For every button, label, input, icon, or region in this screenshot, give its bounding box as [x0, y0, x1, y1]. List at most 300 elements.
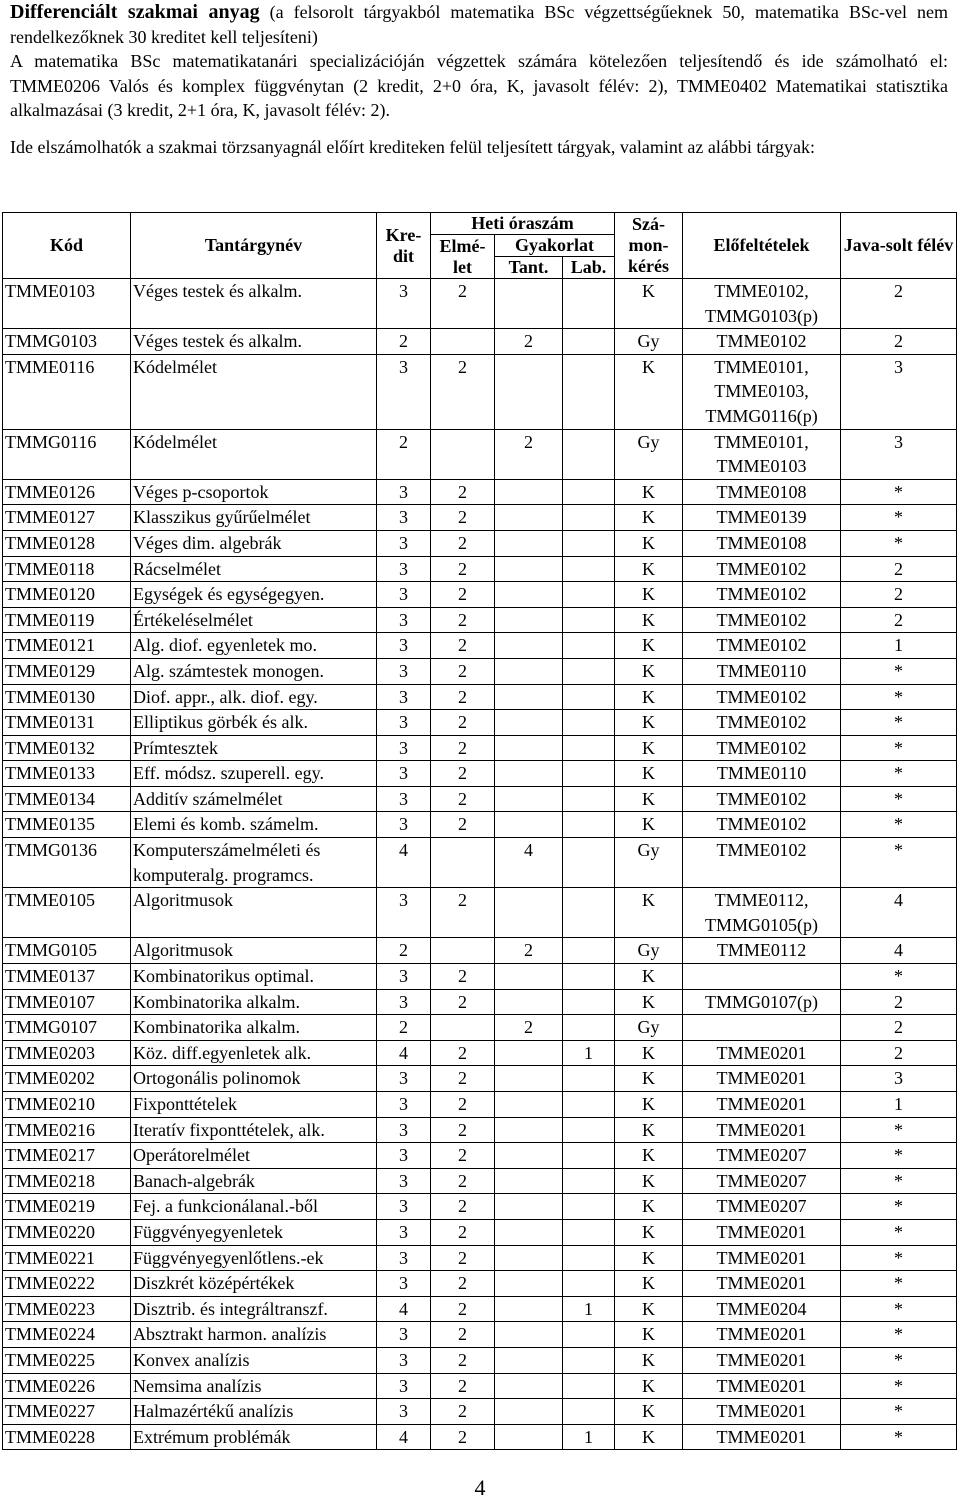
header-kod: Kód [3, 213, 131, 279]
cell-elofeltetelek [683, 964, 841, 990]
cell-lab [563, 1117, 615, 1143]
cell-tantargynev: Klasszikus gyűrűelmélet [131, 505, 377, 531]
cell-szamonkeres: K [615, 812, 683, 838]
header-tantargynev: Tantárgynév [131, 213, 377, 279]
cell-elofeltetelek: TMME0102 [683, 607, 841, 633]
cell-szamonkeres: K [615, 556, 683, 582]
cell-lab [563, 582, 615, 608]
cell-javasolt-felev: * [841, 479, 957, 505]
cell-tant [495, 556, 563, 582]
cell-javasolt-felev: * [841, 735, 957, 761]
cell-tantargynev: Véges testek és alkalm. [131, 329, 377, 355]
table-row [3, 1066, 957, 1092]
table-row [3, 1219, 957, 1245]
cell-javasolt-felev: 1 [841, 1092, 957, 1118]
cell-szamonkeres: K [615, 607, 683, 633]
cell-kredit: 4 [377, 1424, 431, 1450]
cell-szamonkeres: Gy [615, 429, 683, 479]
cell-tant [495, 684, 563, 710]
cell-javasolt-felev: * [841, 1245, 957, 1271]
cell-lab [563, 1219, 615, 1245]
cell-kod: TMMG0105 [3, 938, 131, 964]
cell-lab: 1 [563, 1296, 615, 1322]
table-row [3, 279, 957, 329]
cell-elmelet: 2 [431, 1168, 495, 1194]
cell-javasolt-felev: 2 [841, 607, 957, 633]
intro-paragraph-1: A matematika BSc matematikatanári specializációján végzettek számára kötelezően teljesítendő és ide számolható el: TMME0206 Valós és komplex függvénytan (2 kredit, 2+0 óra, K, javasolt félév: 2), TMME0402 Matematikai statisztika alkalmazásai (3 kredit, 2+1 óra, K, javasolt félév: 2). [10, 51, 948, 121]
cell-lab [563, 1168, 615, 1194]
cell-elofeltetelek [683, 1015, 841, 1041]
cell-tant [495, 786, 563, 812]
cell-kredit: 3 [377, 1194, 431, 1220]
cell-kredit: 4 [377, 838, 431, 888]
cell-lab [563, 429, 615, 479]
cell-elmelet: 2 [431, 279, 495, 329]
cell-kredit: 3 [377, 812, 431, 838]
table-row [3, 1399, 957, 1425]
cell-elmelet: 2 [431, 710, 495, 736]
cell-kod: TMME0107 [3, 989, 131, 1015]
cell-szamonkeres: K [615, 1117, 683, 1143]
cell-elmelet: 2 [431, 1194, 495, 1220]
cell-szamonkeres: K [615, 1373, 683, 1399]
cell-javasolt-felev: * [841, 838, 957, 888]
cell-szamonkeres: Gy [615, 329, 683, 355]
intro-paragraph-2: Ide elszámolhatók a szakmai törzsanyagnál előírt krediteken felül teljesített tárgyak, valamint az alábbi tárgyak: [10, 136, 816, 157]
table-row [3, 888, 957, 938]
cell-javasolt-felev: 2 [841, 1040, 957, 1066]
table-row [3, 354, 957, 429]
cell-szamonkeres: K [615, 1168, 683, 1194]
cell-tant [495, 888, 563, 938]
cell-kredit: 3 [377, 1399, 431, 1425]
cell-tant [495, 1271, 563, 1297]
cell-elmelet [431, 1015, 495, 1041]
cell-kredit: 3 [377, 1219, 431, 1245]
cell-kredit: 3 [377, 710, 431, 736]
cell-szamonkeres: K [615, 1143, 683, 1169]
cell-szamonkeres: K [615, 279, 683, 329]
cell-elmelet [431, 329, 495, 355]
cell-javasolt-felev: * [841, 1296, 957, 1322]
cell-kod: TMME0216 [3, 1117, 131, 1143]
cell-elofeltetelek: TMME0207 [683, 1168, 841, 1194]
cell-javasolt-felev: * [841, 786, 957, 812]
table-row [3, 633, 957, 659]
cell-lab [563, 964, 615, 990]
table-row [3, 1373, 957, 1399]
table-row [3, 964, 957, 990]
cell-tant [495, 658, 563, 684]
cell-javasolt-felev: 2 [841, 989, 957, 1015]
cell-szamonkeres: K [615, 684, 683, 710]
cell-tantargynev: Diof. appr., alk. diof. egy. [131, 684, 377, 710]
cell-kod: TMME0135 [3, 812, 131, 838]
cell-kredit: 2 [377, 1015, 431, 1041]
cell-tantargynev: Halmazértékű analízis [131, 1399, 377, 1425]
cell-kredit: 3 [377, 1373, 431, 1399]
cell-tantargynev: Konvex analízis [131, 1347, 377, 1373]
cell-kredit: 3 [377, 1066, 431, 1092]
cell-elmelet: 2 [431, 1245, 495, 1271]
cell-tant: 2 [495, 329, 563, 355]
cell-elmelet: 2 [431, 735, 495, 761]
cell-javasolt-felev: * [841, 1399, 957, 1425]
cell-tant [495, 1347, 563, 1373]
cell-kredit: 3 [377, 888, 431, 938]
table-row [3, 1143, 957, 1169]
cell-szamonkeres: K [615, 710, 683, 736]
cell-elofeltetelek: TMME0108 [683, 530, 841, 556]
cell-kod: TMME0219 [3, 1194, 131, 1220]
cell-elofeltetelek: TMME0112 [683, 938, 841, 964]
table-row [3, 582, 957, 608]
cell-elmelet: 2 [431, 761, 495, 787]
table-row [3, 1322, 957, 1348]
cell-tantargynev: Kombinatorikus optimal. [131, 964, 377, 990]
cell-kredit: 3 [377, 1322, 431, 1348]
cell-tantargynev: Függvényegyenlőtlens.-ek [131, 1245, 377, 1271]
cell-kod: TMMG0136 [3, 838, 131, 888]
header-elmelet: Elmé-let [431, 235, 495, 279]
cell-elmelet: 2 [431, 684, 495, 710]
cell-kod: TMME0103 [3, 279, 131, 329]
cell-kod: TMME0116 [3, 354, 131, 429]
cell-elofeltetelek: TMME0110 [683, 761, 841, 787]
cell-kredit: 3 [377, 1245, 431, 1271]
cell-tantargynev: Eff. módsz. szuperell. egy. [131, 761, 377, 787]
cell-elmelet: 2 [431, 1373, 495, 1399]
cell-tant [495, 479, 563, 505]
cell-szamonkeres: K [615, 633, 683, 659]
cell-elofeltetelek: TMME0201 [683, 1092, 841, 1118]
cell-elmelet: 2 [431, 1066, 495, 1092]
header-szamonkeres: Szá-mon-kérés [615, 213, 683, 279]
cell-elmelet: 2 [431, 1219, 495, 1245]
cell-elmelet: 2 [431, 786, 495, 812]
cell-tantargynev: Ortogonális polinomok [131, 1066, 377, 1092]
cell-tant [495, 1424, 563, 1450]
cell-kredit: 3 [377, 1271, 431, 1297]
header-lab: Lab. [563, 257, 615, 279]
cell-tantargynev: Rácselmélet [131, 556, 377, 582]
cell-tantargynev: Operátorelmélet [131, 1143, 377, 1169]
cell-lab [563, 710, 615, 736]
cell-lab [563, 1322, 615, 1348]
cell-javasolt-felev: * [841, 530, 957, 556]
cell-lab [563, 989, 615, 1015]
cell-kod: TMME0223 [3, 1296, 131, 1322]
cell-javasolt-felev: * [841, 761, 957, 787]
cell-szamonkeres: K [615, 530, 683, 556]
cell-tant [495, 1399, 563, 1425]
table-row [3, 1424, 957, 1450]
cell-kredit: 3 [377, 354, 431, 429]
cell-tantargynev: Elemi és komb. számelm. [131, 812, 377, 838]
cell-lab [563, 812, 615, 838]
cell-elofeltetelek: TMME0102, TMMG0103(p) [683, 279, 841, 329]
cell-tant [495, 989, 563, 1015]
table-row [3, 812, 957, 838]
cell-elmelet: 2 [431, 1347, 495, 1373]
table-row [3, 735, 957, 761]
cell-kod: TMME0225 [3, 1347, 131, 1373]
cell-szamonkeres: K [615, 888, 683, 938]
cell-kredit: 3 [377, 279, 431, 329]
cell-elmelet: 2 [431, 989, 495, 1015]
cell-elmelet: 2 [431, 1117, 495, 1143]
cell-lab [563, 735, 615, 761]
cell-elofeltetelek: TMME0102 [683, 684, 841, 710]
cell-elmelet: 2 [431, 1424, 495, 1450]
cell-szamonkeres: K [615, 1219, 683, 1245]
cell-kredit: 3 [377, 964, 431, 990]
cell-tant [495, 582, 563, 608]
cell-kod: TMME0137 [3, 964, 131, 990]
table-row [3, 556, 957, 582]
cell-lab: 1 [563, 1424, 615, 1450]
cell-lab [563, 556, 615, 582]
cell-tantargynev: Függvényegyenletek [131, 1219, 377, 1245]
cell-javasolt-felev: * [841, 1194, 957, 1220]
cell-kod: TMME0134 [3, 786, 131, 812]
cell-elmelet: 2 [431, 658, 495, 684]
cell-tantargynev: Disztrib. és integráltranszf. [131, 1296, 377, 1322]
table-row [3, 684, 957, 710]
table-row [3, 530, 957, 556]
cell-szamonkeres: K [615, 1066, 683, 1092]
table-row [3, 479, 957, 505]
cell-elofeltetelek: TMME0201 [683, 1322, 841, 1348]
table-row [3, 1271, 957, 1297]
table-row [3, 1117, 957, 1143]
cell-kod: TMME0119 [3, 607, 131, 633]
cell-lab [563, 938, 615, 964]
cell-lab [563, 684, 615, 710]
cell-kod: TMME0130 [3, 684, 131, 710]
cell-kod: TMME0226 [3, 1373, 131, 1399]
cell-elofeltetelek: TMME0201 [683, 1373, 841, 1399]
table-row [3, 1168, 957, 1194]
cell-tant [495, 1194, 563, 1220]
cell-lab [563, 633, 615, 659]
cell-kredit: 3 [377, 1117, 431, 1143]
table-header [3, 213, 957, 279]
cell-kredit: 3 [377, 989, 431, 1015]
cell-tant [495, 1245, 563, 1271]
header-kredit: Kre-dit [377, 213, 431, 279]
cell-javasolt-felev: 2 [841, 329, 957, 355]
cell-tantargynev: Véges testek és alkalm. [131, 279, 377, 329]
cell-lab: 1 [563, 1040, 615, 1066]
cell-lab [563, 607, 615, 633]
cell-kredit: 3 [377, 786, 431, 812]
cell-tantargynev: Additív számelmélet [131, 786, 377, 812]
cell-kod: TMME0217 [3, 1143, 131, 1169]
cell-elofeltetelek: TMME0102 [683, 633, 841, 659]
cell-kredit: 3 [377, 633, 431, 659]
cell-elofeltetelek: TMME0201 [683, 1066, 841, 1092]
cell-javasolt-felev: 3 [841, 1066, 957, 1092]
cell-tantargynev: Diszkrét középértékek [131, 1271, 377, 1297]
section-title-note: (a felsorolt tárgyakból matematika BSc végzettségűeknek 50, matematika BSc-vel nem rendelkezőknek 30 kreditet kell teljesíteni) [10, 2, 948, 47]
header-javasolt-felev: Java-solt félév [841, 213, 957, 279]
cell-lab [563, 354, 615, 429]
cell-kod: TMME0127 [3, 505, 131, 531]
cell-elmelet: 2 [431, 505, 495, 531]
table-row [3, 989, 957, 1015]
cell-kod: TMME0218 [3, 1168, 131, 1194]
cell-javasolt-felev: 2 [841, 279, 957, 329]
table-row [3, 761, 957, 787]
cell-javasolt-felev: * [841, 1168, 957, 1194]
table-row [3, 429, 957, 479]
cell-javasolt-felev: 1 [841, 633, 957, 659]
cell-kod: TMME0129 [3, 658, 131, 684]
cell-szamonkeres: K [615, 479, 683, 505]
cell-elofeltetelek: TMME0201 [683, 1040, 841, 1066]
cell-tant [495, 279, 563, 329]
cell-kredit: 2 [377, 429, 431, 479]
cell-tant [495, 530, 563, 556]
table-body [3, 279, 957, 1450]
cell-tant [495, 964, 563, 990]
cell-elofeltetelek: TMME0102 [683, 556, 841, 582]
cell-elmelet: 2 [431, 1143, 495, 1169]
table-row [3, 1015, 957, 1041]
table-row [3, 607, 957, 633]
cell-tantargynev: Kódelmélet [131, 429, 377, 479]
cell-kod: TMME0133 [3, 761, 131, 787]
cell-tantargynev: Egységek és egységegyen. [131, 582, 377, 608]
cell-szamonkeres: Gy [615, 938, 683, 964]
cell-kod: TMME0224 [3, 1322, 131, 1348]
cell-kod: TMMG0116 [3, 429, 131, 479]
cell-javasolt-felev: * [841, 505, 957, 531]
table-row [3, 505, 957, 531]
cell-javasolt-felev: * [841, 1373, 957, 1399]
header-heti-oraszam: Heti óraszám [431, 213, 615, 235]
cell-kod: TMME0203 [3, 1040, 131, 1066]
cell-lab [563, 505, 615, 531]
cell-lab [563, 1245, 615, 1271]
cell-javasolt-felev: * [841, 710, 957, 736]
cell-szamonkeres: K [615, 1092, 683, 1118]
table-row [3, 838, 957, 888]
table-row [3, 1194, 957, 1220]
cell-elmelet: 2 [431, 633, 495, 659]
cell-kredit: 3 [377, 530, 431, 556]
cell-tant [495, 761, 563, 787]
cell-lab [563, 1373, 615, 1399]
cell-lab [563, 786, 615, 812]
page-number: 4 [474, 1475, 486, 1500]
cell-tantargynev: Extrémum problémák [131, 1424, 377, 1450]
cell-elofeltetelek: TMME0102 [683, 329, 841, 355]
cell-szamonkeres: K [615, 1424, 683, 1450]
cell-tantargynev: Iteratív fixponttételek, alk. [131, 1117, 377, 1143]
cell-javasolt-felev: * [841, 964, 957, 990]
cell-kredit: 3 [377, 607, 431, 633]
table-row [3, 1347, 957, 1373]
cell-elmelet: 2 [431, 888, 495, 938]
cell-szamonkeres: K [615, 658, 683, 684]
cell-kod: TMME0222 [3, 1271, 131, 1297]
cell-szamonkeres: K [615, 1322, 683, 1348]
cell-elmelet: 2 [431, 530, 495, 556]
cell-elmelet [431, 429, 495, 479]
cell-tant [495, 710, 563, 736]
cell-javasolt-felev: * [841, 658, 957, 684]
table-row [3, 1092, 957, 1118]
cell-lab [563, 658, 615, 684]
cell-elmelet: 2 [431, 479, 495, 505]
cell-elmelet: 2 [431, 354, 495, 429]
cell-lab [563, 1347, 615, 1373]
cell-javasolt-felev: * [841, 684, 957, 710]
cell-tantargynev: Véges dim. algebrák [131, 530, 377, 556]
cell-kod: TMME0118 [3, 556, 131, 582]
cell-tantargynev: Alg. számtestek monogen. [131, 658, 377, 684]
cell-elofeltetelek: TMME0102 [683, 710, 841, 736]
section-heading [10, 0, 948, 49]
cell-lab [563, 1143, 615, 1169]
cell-kod: TMME0210 [3, 1092, 131, 1118]
cell-kod: TMMG0107 [3, 1015, 131, 1041]
cell-tantargynev: Algoritmusok [131, 888, 377, 938]
header-tant: Tant. [495, 257, 563, 279]
cell-tantargynev: Értékeléselmélet [131, 607, 377, 633]
cell-tant [495, 633, 563, 659]
cell-lab [563, 761, 615, 787]
cell-kod: TMME0202 [3, 1066, 131, 1092]
cell-kredit: 3 [377, 505, 431, 531]
cell-tantargynev: Algoritmusok [131, 938, 377, 964]
cell-kod: TMME0227 [3, 1399, 131, 1425]
cell-kod: TMME0126 [3, 479, 131, 505]
cell-tantargynev: Absztrakt harmon. analízis [131, 1322, 377, 1348]
cell-kredit: 4 [377, 1296, 431, 1322]
cell-javasolt-felev: * [841, 1347, 957, 1373]
cell-tantargynev: Fixponttételek [131, 1092, 377, 1118]
cell-elmelet: 2 [431, 556, 495, 582]
cell-lab [563, 1015, 615, 1041]
cell-elmelet: 2 [431, 1040, 495, 1066]
cell-javasolt-felev: * [841, 812, 957, 838]
cell-kod: TMME0128 [3, 530, 131, 556]
course-table [2, 212, 957, 1450]
cell-tant [495, 354, 563, 429]
cell-javasolt-felev: 4 [841, 938, 957, 964]
cell-elofeltetelek: TMME0102 [683, 582, 841, 608]
cell-kod: TMME0105 [3, 888, 131, 938]
cell-tantargynev: Nemsima analízis [131, 1373, 377, 1399]
cell-javasolt-felev: 3 [841, 354, 957, 429]
cell-elofeltetelek: TMME0102 [683, 786, 841, 812]
cell-tant [495, 735, 563, 761]
cell-elmelet: 2 [431, 1271, 495, 1297]
cell-lab [563, 479, 615, 505]
cell-kredit: 3 [377, 1143, 431, 1169]
cell-tantargynev: Kódelmélet [131, 354, 377, 429]
cell-javasolt-felev: 2 [841, 582, 957, 608]
cell-kod: TMME0220 [3, 1219, 131, 1245]
cell-tant [495, 1373, 563, 1399]
cell-elofeltetelek: TMMG0107(p) [683, 989, 841, 1015]
table-row [3, 1040, 957, 1066]
cell-kredit: 3 [377, 479, 431, 505]
cell-kredit: 3 [377, 684, 431, 710]
